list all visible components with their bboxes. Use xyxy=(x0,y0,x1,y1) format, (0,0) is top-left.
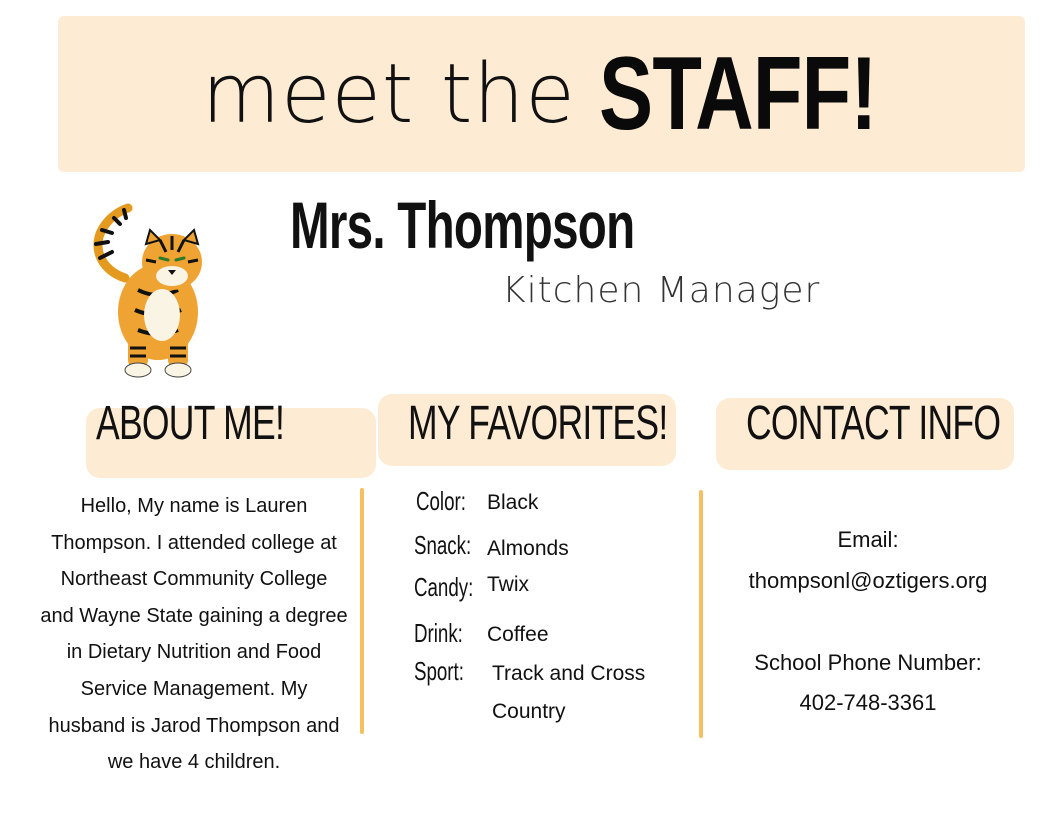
about-text xyxy=(24,488,364,781)
about-heading: ABOUT ME! xyxy=(96,397,285,450)
favorite-value-candy: Twix xyxy=(487,573,529,596)
favorite-label-color: Color: xyxy=(416,486,466,516)
favorite-value-sport-continued: Country xyxy=(492,700,566,723)
favorite-value-snack: Almonds xyxy=(487,537,569,560)
favorite-value-drink: Coffee xyxy=(487,623,549,646)
title-bold-text: STAFF! xyxy=(599,35,877,152)
divider-right xyxy=(699,490,703,738)
tiger-icon xyxy=(80,200,230,380)
contact-phone[interactable]: 402-748-3361 xyxy=(799,690,937,715)
contact-email[interactable]: thompsonl@oztigers.org xyxy=(748,568,988,593)
contact-email-label: Email: xyxy=(837,527,899,552)
contact-heading: CONTACT INFO xyxy=(746,397,1001,450)
about-line: Northeast Community College xyxy=(60,568,328,591)
favorites-heading: MY FAVORITES! xyxy=(408,397,668,450)
favorite-label-candy: Candy: xyxy=(414,572,474,602)
staff-name: Mrs. Thompson xyxy=(290,188,635,262)
favorite-value-color: Black xyxy=(487,491,539,514)
about-line: Thompson. I attended college at xyxy=(51,531,337,554)
about-line: and Wayne State gaining a degree xyxy=(40,604,348,627)
about-line: we have 4 children. xyxy=(107,751,281,774)
title-light-text: meet the xyxy=(201,46,576,142)
favorite-label-drink: Drink: xyxy=(414,618,463,648)
favorite-label-sport: Sport: xyxy=(414,656,464,686)
staff-role: Kitchen Manager xyxy=(502,270,821,311)
banner-title xyxy=(58,16,1025,172)
about-line: Service Management. My xyxy=(80,677,308,700)
about-line: husband is Jarod Thompson and xyxy=(48,714,340,737)
about-line: in Dietary Nutrition and Food xyxy=(66,641,322,664)
favorite-label-snack: Snack: xyxy=(414,530,472,560)
title-banner xyxy=(58,16,1025,172)
about-line: Hello, My name is Lauren xyxy=(80,495,308,517)
favorite-value-sport: Track and Cross xyxy=(492,662,646,685)
contact-phone-label: School Phone Number: xyxy=(754,650,982,675)
